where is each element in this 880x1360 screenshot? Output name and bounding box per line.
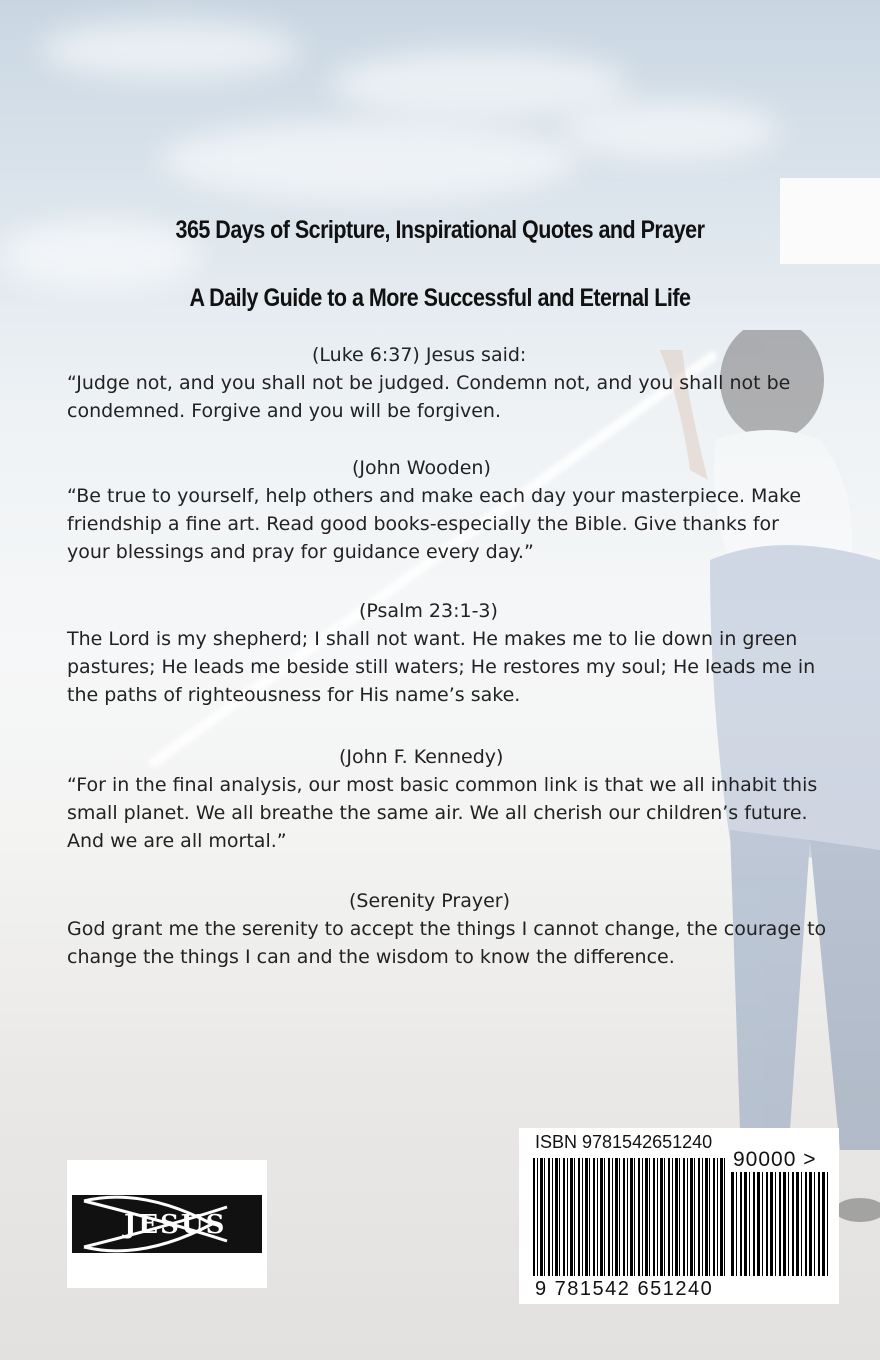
quote-text: God grant me the serenity to accept the things I cannot change, the courage to change the things I can and the wisdom to know the difference. — [67, 918, 827, 968]
cloud — [40, 20, 300, 80]
logo-text: JESUS — [124, 1210, 227, 1240]
addon-barcode-bars — [731, 1172, 831, 1276]
quote-source: (John F. Kennedy) — [339, 746, 504, 768]
isbn-digits: 9 781542 651240 — [535, 1278, 714, 1300]
isbn-barcode — [519, 1128, 839, 1304]
quote-block — [67, 454, 827, 566]
logo-panel — [72, 1195, 262, 1253]
cloud — [330, 50, 630, 120]
quote-source: (John Wooden) — [352, 457, 491, 479]
quote-text: “Be true to yourself, help others and make each day your masterpiece. Make friendship a fine art. Read good books-especially the Bible. Give thanks for your blessings and pray for guidance every day.” — [67, 485, 802, 563]
quote-block — [67, 341, 827, 425]
quote-source: (Psalm 23:1-3) — [359, 600, 498, 622]
jesus-fish-logo — [67, 1160, 267, 1288]
cloud — [160, 120, 580, 200]
barcode-bars — [533, 1158, 725, 1276]
title-line-2: A Daily Guide to a More Successful and Eternal Life — [189, 284, 691, 312]
cloud — [560, 100, 780, 160]
quote-block — [67, 887, 827, 971]
price-code: 90000 > — [733, 1148, 817, 1171]
quote-source: (Serenity Prayer) — [349, 890, 511, 912]
quote-block — [67, 743, 827, 855]
quote-block — [67, 597, 827, 709]
quote-text: “For in the final analysis, our most basic common link is that we all inhabit this small planet. We all breathe the same air. We all cherish our children’s future. And we are all mortal.” — [67, 774, 818, 852]
quote-source: (Luke 6:37) Jesus said: — [312, 344, 527, 366]
quote-text: The Lord is my shepherd; I shall not want. He makes me to lie down in green pastures; He leads me beside still waters; He restores my soul; He leads me in the paths of righteousness for His name’s sake. — [67, 628, 816, 706]
quote-text: “Judge not, and you shall not be judged. Condemn not, and you shall not be condemned. Forgive and you will be forgiven. — [67, 372, 791, 422]
title-line-1: 365 Days of Scripture, Inspirational Quotes and Prayer — [175, 216, 705, 244]
isbn-label: ISBN 9781542651240 — [535, 1132, 713, 1152]
